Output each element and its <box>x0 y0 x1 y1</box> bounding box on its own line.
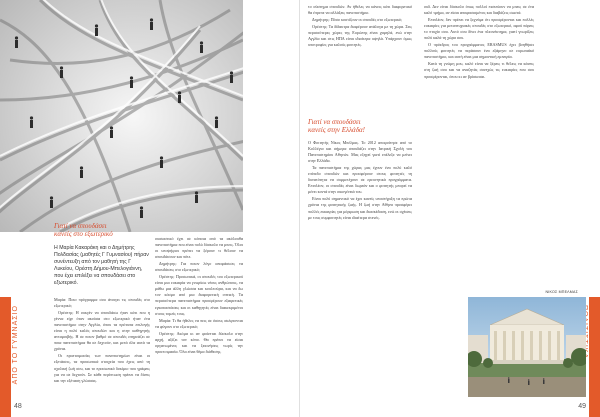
left-page-number: 48 <box>14 403 22 410</box>
right-col1-top-p1: το σύστημα σπουδών. Αν ήθελες να κάνεις κάτι διαφορετικό θα έπρεπε να αλλάξεις πανεπιστήμιο. <box>308 4 412 16</box>
right-page-number: 49 <box>578 403 586 410</box>
right-column-1-body <box>308 140 412 222</box>
left-section-label: ΑΠΟ ΤΟ ΓΥΜΝΑΣΙΟ <box>12 305 19 385</box>
left-col2-p5: Ορέστης: Ακόμα κι αν φαίνεται δύσκολο στην αρχή, αξίζει τον κόπο. Θα πρέπει να είσαι οργανωμένος και να ξεκινήσεις νωρίς την προετοιμασία. Όλα είναι θέμα διάθεσης. <box>155 330 243 354</box>
right-column-2 <box>424 4 534 81</box>
left-col1-p3: Οι προετοιμασίες των πανεπιστημίων είναι οι εξετάσεις, τα προσωπικά στοιχεία που έχεις από τη σχολική ζωή σου, και το προσωπικό δοκίμιο που γράφεις για να σε δεχτούν. Σε κάθε περίπτωση πρέπει να δίνεις και την εξέταση γλώσσας. <box>54 353 150 383</box>
right-col2-p4: Κατά τη γνώμη μου, καλό είναι να ξέρεις τι θέλεις να κάνεις στη ζωή σου και να αναζητάς συνεχώς τις ευκαιρίες που σου προσφέρονται, όπου κι αν βρίσκεσαι. <box>424 61 534 79</box>
university-building-photo <box>468 297 586 397</box>
right-heading-line2: κανείς στην Ελλάδα! <box>308 126 365 134</box>
left-col1-p2: Ορέστης: Η ουκγέν να σπουδάσω ήταν κάτι που η γέννα είχε όταν ακούσα στο εξωτερικό ήταν ένα πανεπιστήμιο στην Αγγλία, όπου τα πρότυπα επιλογής είναι η πολύ καλός σπουδών και η στην καθηγητής ανταμοιβής. Η σε ποιον βαθμό σε σπουδές επηρεάζει σε ποια πανεπιστήμια θα σε δεχτούν, και μετά όλα αυτά τα χρόνια. <box>54 310 150 352</box>
left-intro: Η Μαρία Κακαράκη και ο Δημήτρης Πολδασίας (μαθητές Γ Γυμνασίου) πήραν συνέντευξη από τον μαθητή της Γ Λυκείου, Ορέστη Δήμου-Μπελογιάννη, που έχει επιλέξει να σπουδάσει στο εξωτερικό. <box>54 245 149 286</box>
right-column-1-top <box>308 4 412 49</box>
left-column-2 <box>155 236 243 356</box>
right-heading <box>308 118 412 134</box>
maze-illustration <box>0 0 243 232</box>
right-col2-p2: Επιπλέον, δεν πρέπει να ξεχνάμε ότι προσφέρονται και πολλές ευκαιρίες για μεταπτυχιακές σπουδές στο εξωτερικό, αφού πάρεις το πτυχίο σου. Αυτό σου δίνει ένα πλεονέκτημα, γιατί γνωρίζεις πολύ καλά τη χώρα σου. <box>424 17 534 41</box>
right-section-tab <box>589 297 600 417</box>
right-col1-top-p3: Ορέστης: Τα δίδακτρα διαφέρουν ανάλογα με τη χώρα. Στις περισσότερες χώρες της Ευρώπης είναι χαμηλά, ενώ στην Αγγλία και στις ΗΠΑ είναι ιδιαίτερα υψηλά. Υπάρχουν όμως υποτροφίες για καλούς φοιτητές. <box>308 24 412 48</box>
right-col2-p1: ουδ. Δεν είναι δύσκολο όπως πολλοί πιστεύουν να μπεις σε ένα καλό τμήμα, αν είσαι αποφασισμένος και διαβάζεις σωστά. <box>424 4 534 16</box>
left-heading <box>54 222 150 238</box>
left-heading-line1: Γιατί να σπουδάσει <box>54 222 107 230</box>
left-col1-p1: Μαρία: Ποιο πρόγραμμα σου άνοιγει τις σπουδές στο εξωτερικό; <box>54 297 150 309</box>
article-author: ΝΙΚΟΣ ΜΠΕΛΜΑΣ <box>545 290 578 294</box>
left-heading-line2: κανείς στο εξωτερικό <box>54 230 113 238</box>
right-heading-line1: Γιατί να σπουδάσει <box>308 118 361 126</box>
right-col1-p1 <box>308 140 412 164</box>
left-column-1 <box>54 297 150 385</box>
right-col1-p1-text: Ο Φοιτητής Νίκος Μπέλμας. Το 2012 αποφοίτησε από το Κολλέγιο και σήμερα σπουδάζει στην Ιατρική Σχολή του Πανεπιστημίου Αθηνών. Μας εξηγεί γιατί επέλεξε να μείνει στην Ελλάδα. <box>308 140 412 164</box>
right-col1-p3: Είναι πολύ σημαντικό να έχει κανείς υποστήριξη τα πρώτα χρόνια της φοιτητικής ζωής. Η ζωή στην Αθήνα προσφέρει πολλές ευκαιρίες για μόρφωση και διασκέδαση, ενώ οι σχέσεις με τους συμφοιτητές είναι ιδιαίτερα στενές. <box>308 196 412 220</box>
left-col2-p1: ουσιαστικό έχει σε κάποια από τα ακόλουθα πανεπιστήμια που είναι πολύ δύσκολο να μπεις. Όλοι οι υποψήφιοι πρέπει να ξέρουν τι θέλουν να σπουδάσουν και πότε. <box>155 236 243 260</box>
right-col1-top-p2: Δημήτρης: Πόσο κοστίζουν οι σπουδές στο εξωτερικό; <box>312 17 403 23</box>
right-col1-p2: Τα πανεπιστήμια της χώρας μας έχουν ένα πολύ καλό επίπεδο σπουδών και προσφέρουν στους φοιτητές τη δυνατότητα να συμμετέχουν σε ερευνητικά προγράμματα. Επιπλέον, οι σπουδές είναι δωρεάν και ο φοιτητής μπορεί να μένει κοντά στην οικογένειά του. <box>308 165 412 195</box>
right-col2-p3: Ο πρόεδρος του προγράμματος ERASMUS έχει βοηθήσει πολλούς φοιτητές να περάσουν ένα εξάμηνο σε ευρωπαϊκό πανεπιστήμιο, και αυτή είναι μια σημαντική εμπειρία. <box>424 42 534 60</box>
left-col2-p3: Ορέστης: Προσωπικά, οι σπουδές του εξωτερικού είναι μια ευκαιρία να γνωρίσω νέους ανθρώπους, να μάθω μια άλλη γλώσσα και κουλτούρα, και να δω τον κόσμο από μια διαφορετική οπτική. Τα περισσότερα πανεπιστήμια προσφέρουν εξαιρετικές εγκαταστάσεις και οι καθηγητές είναι διακεκριμένοι στους τομείς τους. <box>155 274 243 316</box>
left-col2-p2: Δημήτρης: Για ποιον λόγο αποφάσισες να σπουδάσεις στο εξωτερικό; <box>155 261 243 273</box>
left-section-tab <box>0 297 11 417</box>
left-col2-p4: Μαρία: Τι θα ήθελες να πεις σε όσους σκέφτονται να φύγουν στο εξωτερικό; <box>155 317 243 329</box>
